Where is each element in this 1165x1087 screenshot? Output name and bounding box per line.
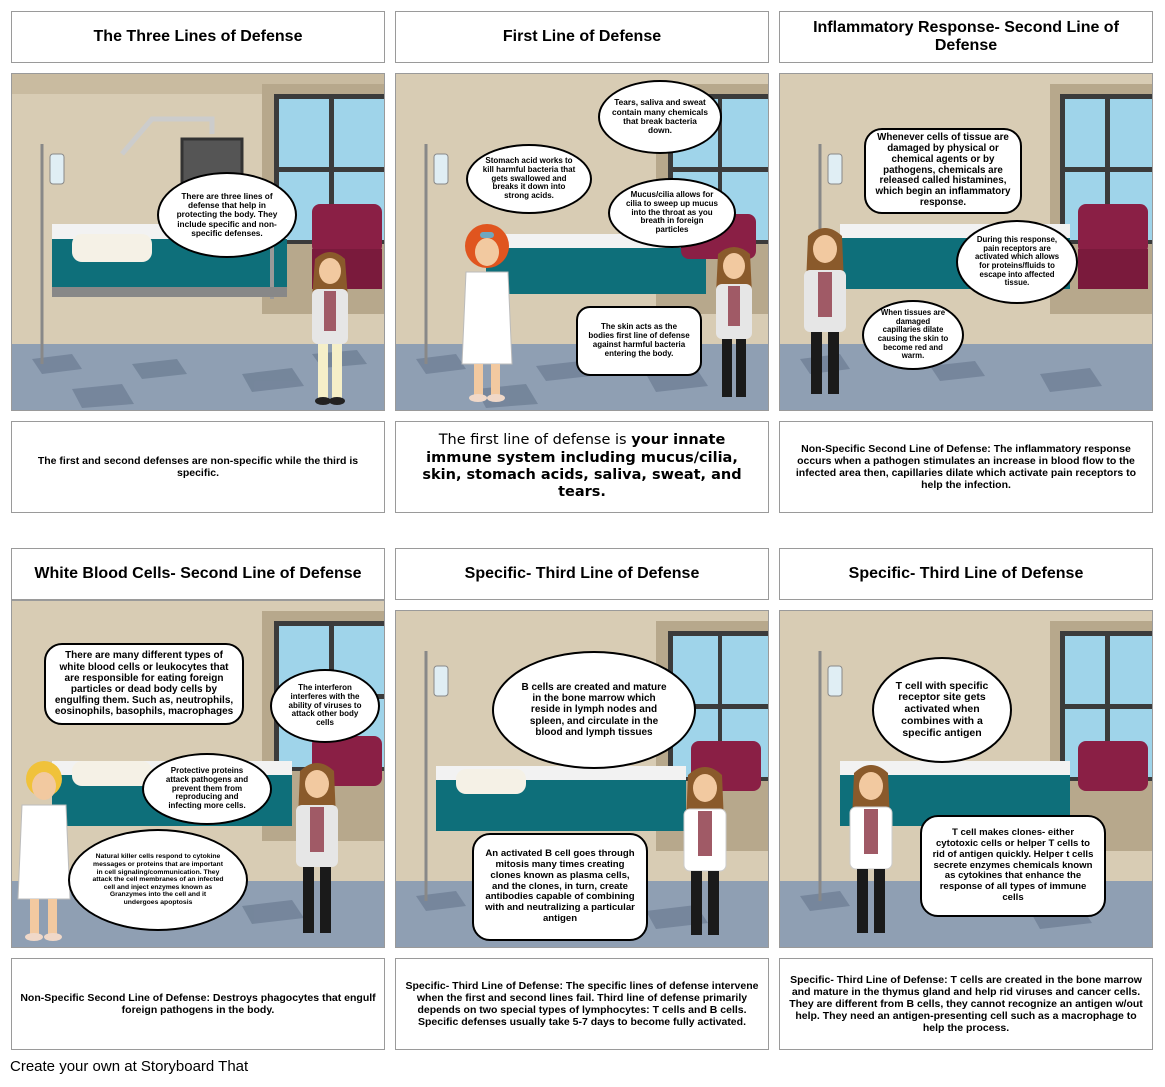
panel-5-scene xyxy=(395,610,769,948)
panel-4-title: White Blood Cells- Second Line of Defense xyxy=(11,548,385,600)
panel-6-scene xyxy=(779,610,1153,948)
panel-2-bubble-skin: The skin acts as the bodies first line of defense against harmful bacteria entering the body. xyxy=(576,306,702,376)
panel-4-scene xyxy=(11,600,385,948)
doctor-character xyxy=(300,249,360,409)
panel-1-thought-bubble: There are three lines of defense that help in protecting the body. They include specific and non-specific defenses. xyxy=(157,172,297,258)
panel-3-scene xyxy=(779,73,1153,411)
panel-3-bubble-pain-receptors: During this response, pain receptors are activated which allows for proteins/fluids to escape into affected tissue. xyxy=(956,220,1078,304)
panel-2-bubble-stomach: Stomach acid works to kill harmful bacteria that gets swallowed and breaks it down into strong acids. xyxy=(466,144,592,214)
panel-6-bubble-clones: T cell makes clones- either cytotoxic cells or helper T cells to rid of antigen quickly. Helper t cells secrete enzymes chemicals known as cytokines that enhance the response of all types of immune cells xyxy=(920,815,1106,917)
panel-1-title: The Three Lines of Defense xyxy=(11,11,385,63)
panel-6-caption: Specific- Third Line of Defense: T cells are created in the bone marrow and mature in the thymus gland and help rid viruses and cancer cells. They are different from B cells, they cannot recognize an antigen w/out help. They need an antigen-presenting cell such as a macrophage to help the process. xyxy=(779,958,1153,1050)
panel-2-caption-bold: your innate immune system including mucus/cilia, skin, stomach acids, saliva, sweat, and tears. xyxy=(422,432,742,501)
panel-6-bubble-t-cell: T cell with specific receptor site gets activated when combines with a specific antigen xyxy=(872,657,1012,763)
panel-2-caption xyxy=(395,421,769,513)
panel-4-bubble-proteins: Protective proteins attack pathogens and prevent them from reproducing and infecting more cells. xyxy=(142,753,272,825)
panel-2-bubble-tears: Tears, saliva and sweat contain many chemicals that break bacteria down. xyxy=(598,80,722,154)
panel-1-caption: The first and second defenses are non-specific while the third is specific. xyxy=(11,421,385,513)
panel-5-bubble-b-cells: B cells are created and mature in the bone marrow which reside in lymph nodes and spleen, and circulate in the blood and lymph tissues xyxy=(492,651,696,769)
patient-character xyxy=(16,759,72,944)
doctor-character xyxy=(674,763,736,943)
panel-4-bubble-natural-killer: Natural killer cells respond to cytokine messages or proteins that are important in cell signaling/communication. They attack the cell membranes of an infected cell and inject enzymes known as Granzymes into the cell and it undergoes apoptosis xyxy=(68,829,248,931)
panel-2-scene xyxy=(395,73,769,411)
panel-4-caption: Non-Specific Second Line of Defense: Destroys phagocytes that engulf foreign pathogens in the body. xyxy=(11,958,385,1050)
panel-3-title: Inflammatory Response- Second Line of Defense xyxy=(779,11,1153,63)
storyboard-footer-link[interactable]: Create your own at Storyboard That xyxy=(10,1058,249,1075)
panel-3-bubble-capillaries: When tissues are damaged capillaries dilate causing the skin to become red and warm. xyxy=(862,300,964,370)
panel-2-title: First Line of Defense xyxy=(395,11,769,63)
panel-5-bubble-activated-b-cell: An activated B cell goes through mitosis many times creating clones known as plasma cells, and the clones, in turn, create antibodies capable of combining with and neutralizing a particular antigen xyxy=(472,833,648,941)
doctor-character xyxy=(794,224,856,404)
panel-1-scene xyxy=(11,73,385,411)
panel-3-bubble-histamines: Whenever cells of tissue are damaged by physical or chemical agents or by pathogens, chemicals are released called histamines, which begin an inflammatory response. xyxy=(864,128,1022,214)
panel-4-bubble-interferon: The interferon interferes with the ability of viruses to attack other body cells xyxy=(270,669,380,743)
panel-5-caption: Specific- Third Line of Defense: The specific lines of defense intervene when the first and second lines fail. Third line of defense primarily depends on two special types of lymphocytes: T cells and B cells. Specific defenses usually take 5-7 days to become fully activated. xyxy=(395,958,769,1050)
panel-5-title: Specific- Third Line of Defense xyxy=(395,548,769,600)
doctor-character xyxy=(286,759,348,944)
patient-character xyxy=(456,224,518,404)
panel-2-caption-plain: The first line of defense is xyxy=(438,432,632,449)
panel-3-caption: Non-Specific Second Line of Defense: The inflammatory response occurs when a pathogen stimulates an increase in blood flow to the infected area then, capillaries dilate which activate pain receptors to help the infection. xyxy=(779,421,1153,513)
doctor-character xyxy=(840,761,902,941)
panel-6-title: Specific- Third Line of Defense xyxy=(779,548,1153,600)
panel-2-bubble-mucus: Mucus/cilia allows for cilia to sweep up mucus into the throat as you breath in foreign particles xyxy=(608,178,736,248)
panel-4-bubble-leukocytes: There are many different types of white blood cells or leukocytes that are responsible for eating foreign particles or dead body cells by engulfing them. Such as, neutrophils, eosinophils, basophils, macrophages xyxy=(44,643,244,725)
doctor-character xyxy=(706,244,762,404)
